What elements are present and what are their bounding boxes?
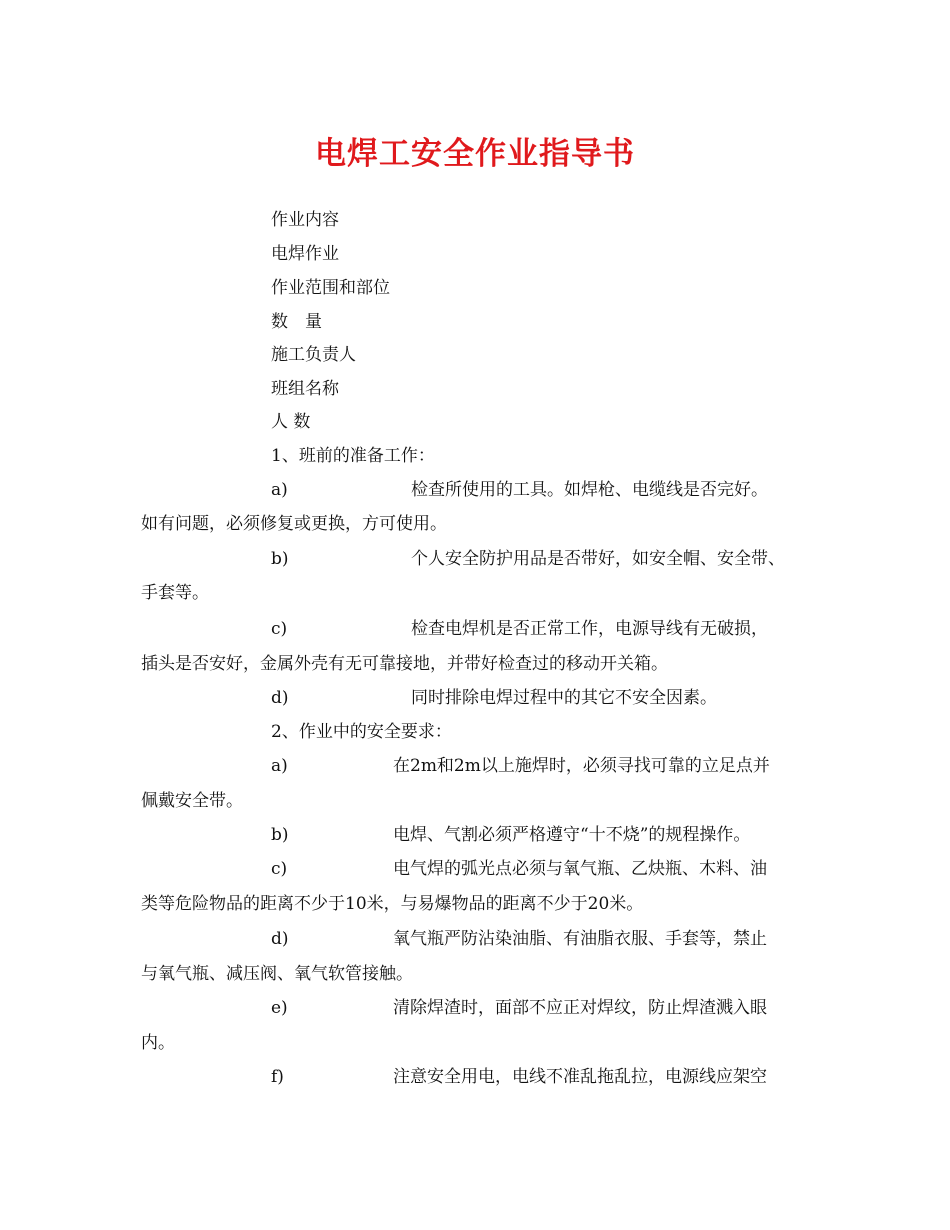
section1-item-d-line1: 同时排除电焊过程中的其它不安全因素。 bbox=[411, 688, 717, 708]
section2-item-e-marker: e) bbox=[271, 998, 288, 1018]
section2-item-d-line1: 氧气瓶严防沾染油脂、有油脂衣服、手套等，禁止 bbox=[393, 929, 767, 949]
section2-item-f-marker: f) bbox=[271, 1067, 284, 1087]
header-line-headcount: 人 数 bbox=[271, 412, 311, 432]
section2-item-e-line2: 内。 bbox=[141, 1033, 175, 1053]
section1-heading: 1、班前的准备工作： bbox=[271, 446, 435, 466]
header-line-scope: 作业范围和部位 bbox=[271, 278, 390, 298]
section1-item-b-line2: 手套等。 bbox=[141, 583, 209, 603]
section2-item-c-line2: 类等危险物品的距离不少于10米，与易爆物品的距离不少于20米。 bbox=[141, 894, 644, 914]
section2-item-c-marker: c) bbox=[271, 859, 288, 879]
section1-item-a-line2: 如有问题，必须修复或更换，方可使用。 bbox=[141, 514, 447, 534]
section2-item-d-marker: d) bbox=[271, 929, 289, 949]
header-line-lead: 施工负责人 bbox=[271, 345, 356, 365]
section1-item-c-line1: 检查电焊机是否正常工作，电源导线有无破损， bbox=[411, 619, 768, 639]
header-line-content: 作业内容 bbox=[271, 210, 339, 230]
header-line-team: 班组名称 bbox=[271, 379, 339, 399]
header-line-quantity: 数 量 bbox=[271, 312, 322, 332]
section2-item-c-line1: 电气焊的弧光点必须与氧气瓶、乙炔瓶、木料、油 bbox=[393, 859, 767, 879]
section2-item-a-line1: 在2m和2m以上施焊时，必须寻找可靠的立足点并 bbox=[393, 756, 770, 776]
section1-item-c-marker: c) bbox=[271, 619, 288, 639]
section2-item-f-line1: 注意安全用电，电线不准乱拖乱拉，电源线应架空 bbox=[393, 1067, 767, 1087]
section1-item-c-line2: 插头是否安好，金属外壳有无可靠接地，并带好检查过的移动开关箱。 bbox=[141, 654, 668, 674]
section2-item-b-marker: b) bbox=[271, 825, 289, 845]
section2-item-e-line1: 清除焊渣时，面部不应正对焊纹，防止焊渣溅入眼 bbox=[393, 998, 767, 1018]
section2-heading: 2、作业中的安全要求： bbox=[271, 722, 452, 742]
section2-item-a-line2: 佩戴安全带。 bbox=[141, 791, 243, 811]
section2-item-a-marker: a) bbox=[271, 756, 288, 776]
section2-item-b-line1: 电焊、气割必须严格遵守“十不烧”的规程操作。 bbox=[393, 825, 751, 845]
section2-item-d-line2: 与氧气瓶、减压阀、氧气软管接触。 bbox=[141, 964, 413, 984]
section1-item-a-marker: a) bbox=[271, 480, 288, 500]
section1-item-a-line1: 检查所使用的工具。如焊枪、电缆线是否完好。 bbox=[411, 480, 768, 500]
section1-item-b-line1: 个人安全防护用品是否带好，如安全帽、安全带、 bbox=[411, 549, 785, 569]
document-title: 电焊工安全作业指导书 bbox=[315, 136, 635, 172]
section1-item-b-marker: b) bbox=[271, 549, 289, 569]
section1-item-d-marker: d) bbox=[271, 688, 289, 708]
header-line-type: 电焊作业 bbox=[271, 244, 339, 264]
